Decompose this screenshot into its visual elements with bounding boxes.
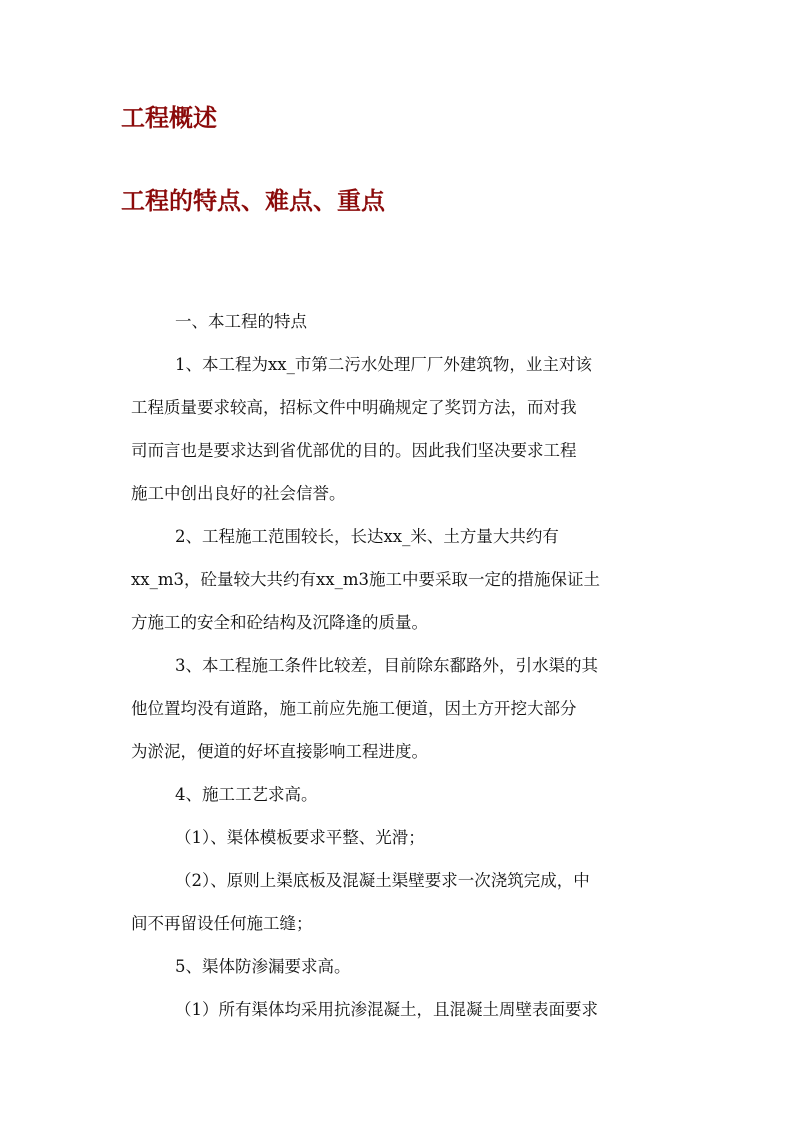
paragraph-line: （2）、原则上渠底板及混凝土渠壁要求一次浇筑完成，中: [175, 871, 590, 890]
paragraph-line: 4、施工工艺求高。: [175, 785, 318, 804]
paragraph-line: （1）、渠体模板要求平整、光滑；: [175, 828, 425, 847]
paragraph-line: 工程质量要求较高，招标文件中明确规定了奖罚方法，而对我: [131, 398, 577, 417]
paragraph-line: 司而言也是要求达到省优部优的目的。因此我们坚决要求工程: [131, 441, 577, 460]
paragraph-line: 3、本工程施工条件比较差，目前除东鄱路外，引水渠的其: [175, 656, 598, 675]
paragraph-line: 为淤泥，便道的好坏直接影响工程进度。: [131, 742, 428, 761]
heading-overview: 工程概述: [121, 104, 217, 132]
paragraph-line: 方施工的安全和砼结构及沉降逢的质量。: [131, 613, 428, 632]
paragraph-line: 5、渠体防渗漏要求高。: [175, 957, 351, 976]
paragraph-line: 间不再留设任何施工缝；: [131, 914, 313, 933]
paragraph-line: xx_m3，砼量较大共约有xx_m3施工中要采取一定的措施保证土: [131, 570, 601, 589]
section-title: 一、本工程的特点: [175, 312, 307, 331]
paragraph-line: （1）所有渠体均采用抗渗混凝土，且混凝土周壁表面要求: [175, 1000, 598, 1019]
paragraph-line: 施工中创出良好的社会信誉。: [131, 484, 346, 503]
paragraph-line: 他位置均没有道路，施工前应先施工便道，因土方开挖大部分: [131, 699, 577, 718]
paragraph-line: 1、本工程为xx_市第二污水处理厂厂外建筑物，业主对该: [175, 355, 592, 374]
paragraph-line: 2、工程施工范围较长，长达xx_米、土方量大共约有: [175, 527, 559, 546]
heading-features: 工程的特点、难点、重点: [121, 187, 385, 215]
